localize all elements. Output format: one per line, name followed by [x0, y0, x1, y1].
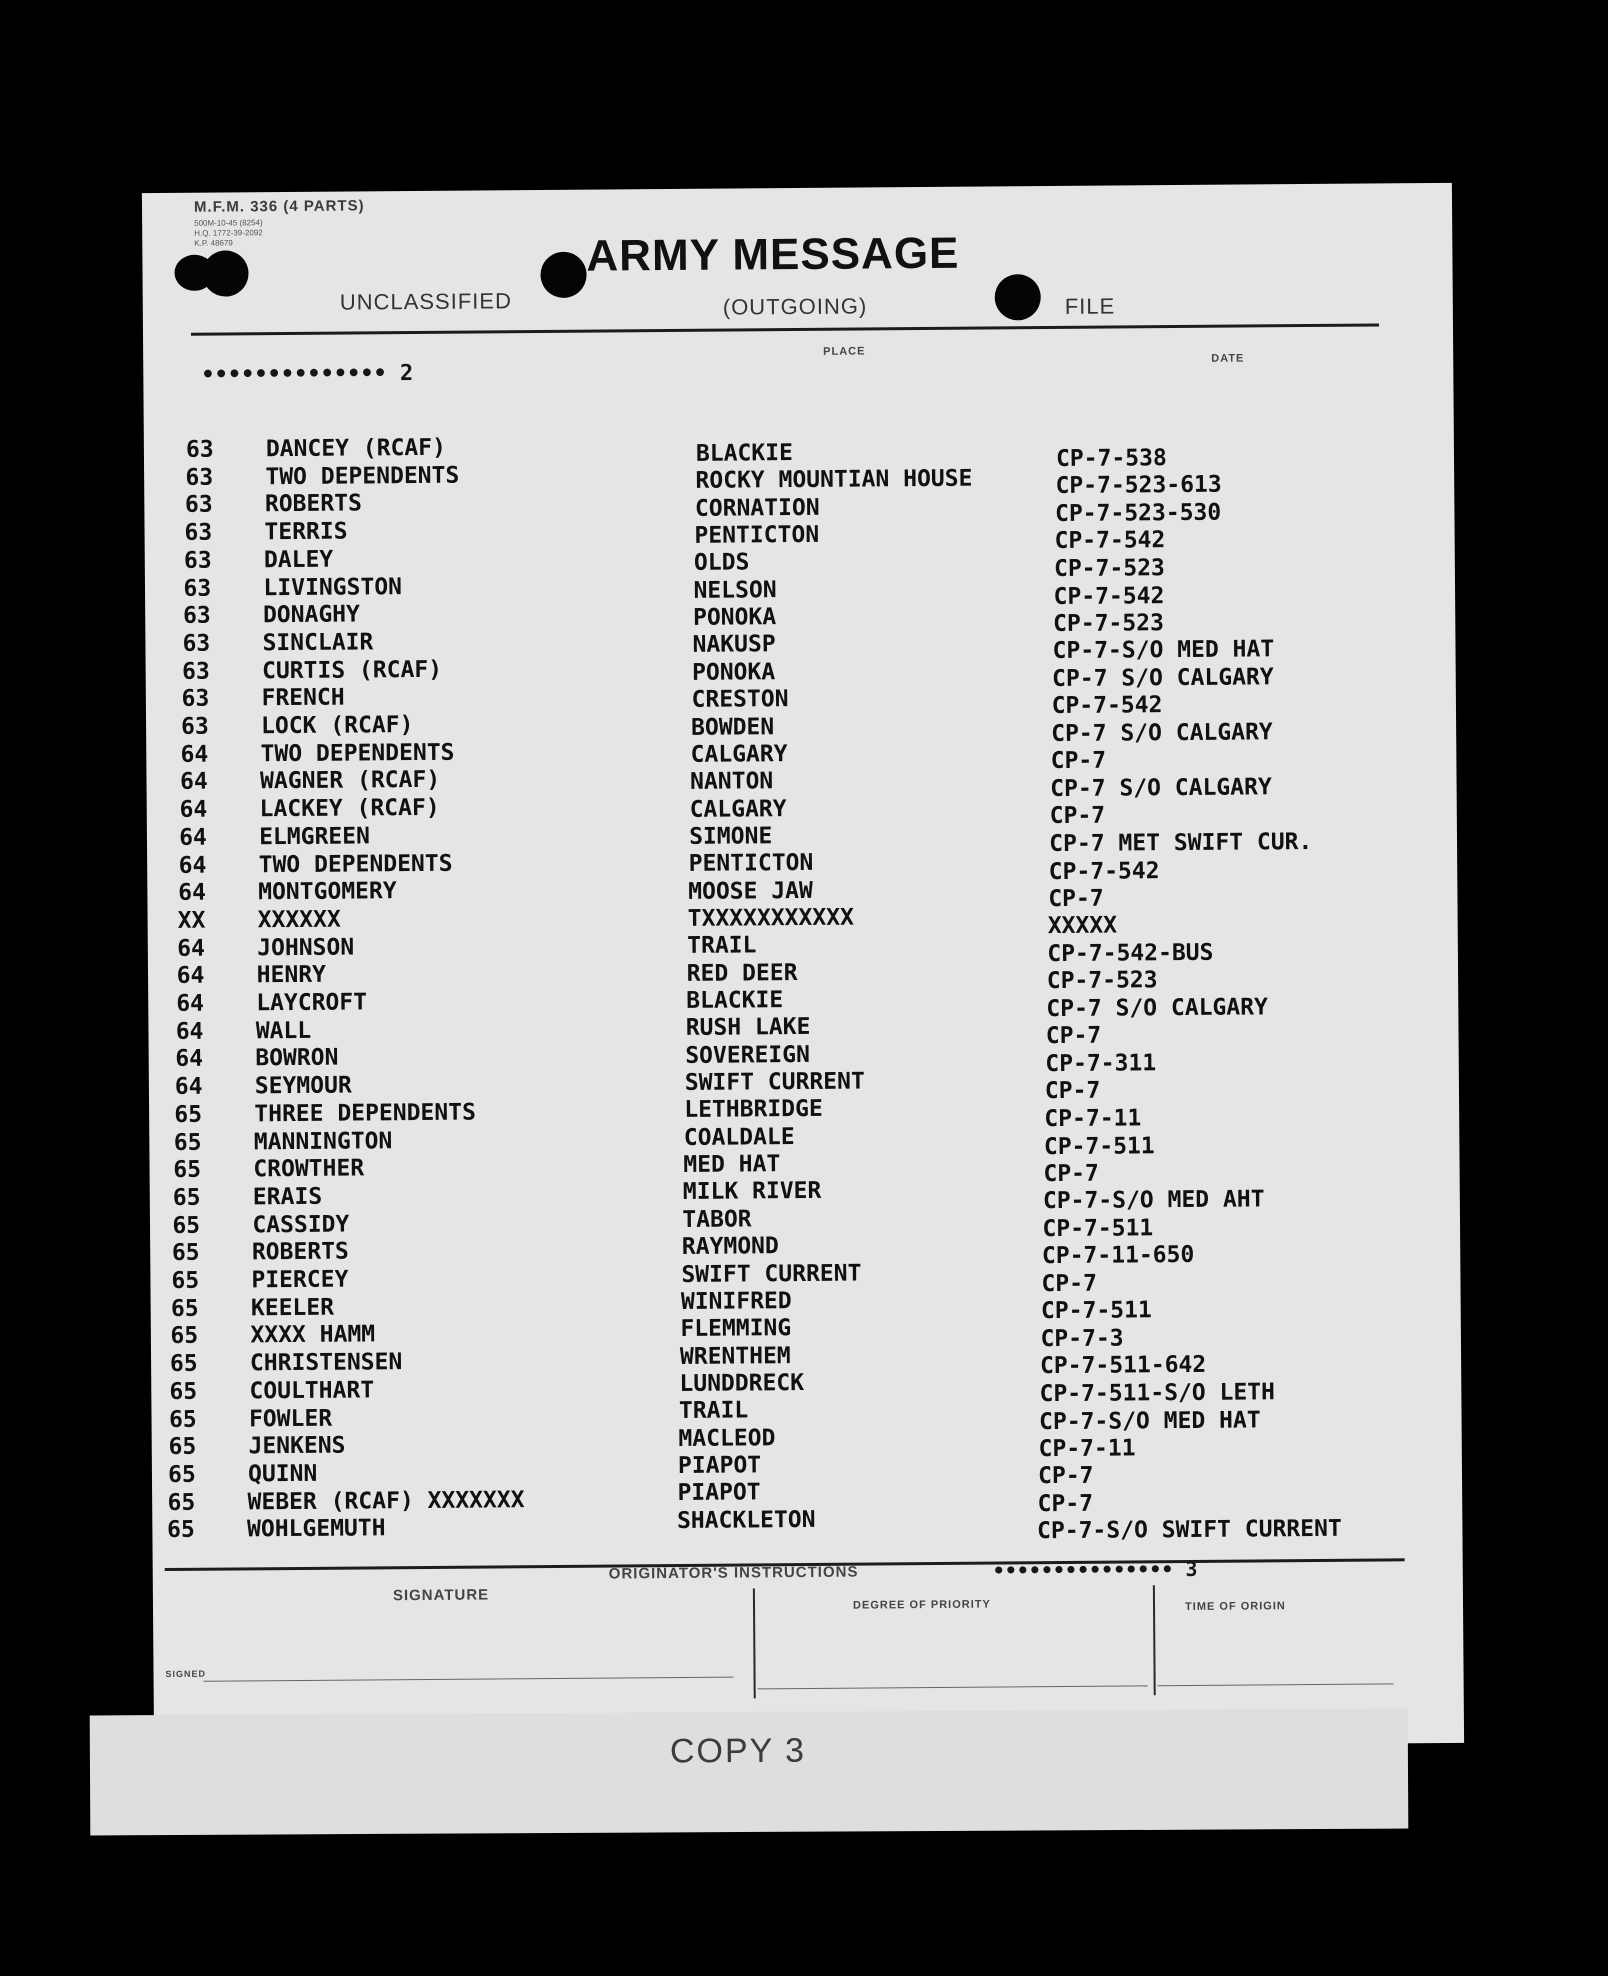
row-name: ROBERTS [251, 1238, 349, 1266]
row-code: CP-7 [1037, 1463, 1094, 1490]
row-code: CP-7 [1044, 1078, 1101, 1105]
row-number: 64 [176, 990, 205, 1017]
row-name: THREE DEPENDENTS [254, 1099, 476, 1128]
row-place: NANTON [690, 768, 774, 796]
row-place: COALDALE [683, 1123, 795, 1151]
row-place: SWIFT CURRENT [681, 1260, 862, 1288]
row-name: JENKENS [248, 1432, 346, 1460]
row-name: TWO DEPENDENTS [260, 739, 455, 767]
row-name: DANCEY (RCAF) [265, 434, 447, 463]
row-place: PIAPOT [677, 1479, 761, 1507]
row-name: KEELER [250, 1294, 335, 1322]
row-place: TRAIL [687, 932, 757, 960]
row-place: RED DEER [686, 959, 798, 987]
row-code: CP-7 [1050, 748, 1107, 775]
row-place: CRESTON [691, 686, 789, 714]
row-code: CP-7 [1037, 1490, 1094, 1518]
row-name: TWO DEPENDENTS [258, 850, 453, 878]
row-code: CP-7-511 [1043, 1132, 1155, 1160]
row-number: 63 [185, 436, 214, 463]
row-number: 65 [170, 1295, 199, 1322]
row-number: 64 [177, 935, 206, 962]
row-number: 64 [180, 769, 208, 796]
row-number: 65 [174, 1101, 203, 1128]
row-name: FRENCH [261, 684, 345, 712]
row-place: TABOR [682, 1206, 752, 1233]
row-place: MACLEOD [678, 1424, 776, 1452]
row-number: 65 [173, 1129, 202, 1156]
row-place: CALGARY [689, 795, 787, 823]
row-place: SOVEREIGN [685, 1041, 811, 1069]
row-name: CROWTHER [253, 1155, 365, 1183]
row-code: CP-7-523 [1046, 967, 1158, 995]
row-name: QUINN [247, 1460, 318, 1488]
row-place: BLACKIE [695, 440, 793, 467]
row-name: CASSIDY [252, 1211, 350, 1238]
page-title: ARMY MESSAGE [586, 228, 960, 281]
row-number: 63 [183, 547, 212, 574]
row-place: NAKUSP [692, 631, 776, 659]
classification: UNCLASSIFIED [339, 288, 513, 315]
row-code: XXXXX [1047, 913, 1118, 940]
header-rule [191, 323, 1379, 335]
form-code: M.F.M. 336 (4 PARTS) [193, 197, 365, 216]
punch-hole [995, 274, 1041, 320]
divider [753, 1588, 756, 1698]
row-code: CP-7-511-S/O LETH [1039, 1379, 1276, 1408]
row-name: WAGNER (RCAF) [260, 767, 441, 795]
file-label: FILE [1064, 293, 1116, 319]
row-place: LETHBRIDGE [684, 1096, 823, 1124]
form-sub-3: K.P. 48679 [194, 238, 233, 248]
row-code: CP-7-S/O SWIFT CURRENT [1037, 1516, 1342, 1545]
row-place: LUNDDRECK [679, 1369, 805, 1397]
row-code: CP-7-3 [1040, 1325, 1124, 1353]
row-number: 65 [168, 1406, 197, 1433]
form-sub-2: H.Q. 1772-39-2092 [194, 228, 263, 238]
row-number: 63 [185, 464, 214, 491]
row-code: CP-7-511 [1042, 1215, 1154, 1243]
row-place: BOWDEN [691, 713, 775, 741]
row-code: CP-7-523-613 [1055, 472, 1222, 500]
time-origin-label: TIME OF ORIGIN [1184, 1600, 1286, 1614]
row-number: 63 [184, 492, 213, 519]
divider [1153, 1585, 1156, 1695]
form-sub-1: 500M-10-45 (8254) [194, 218, 263, 228]
signed-label: SIGNED [165, 1668, 207, 1680]
row-name: XXXX HAMM [250, 1321, 376, 1349]
row-code: CP-7-523 [1053, 610, 1164, 638]
row-number: 65 [167, 1489, 196, 1516]
row-name: SEYMOUR [254, 1072, 352, 1100]
originator-label: ORIGINATOR'S INSTRUCTIONS [608, 1563, 859, 1583]
signature-line [204, 1677, 734, 1682]
row-number: 65 [169, 1378, 198, 1405]
row-name: COULTHART [249, 1377, 375, 1405]
row-code: CP-7-511-642 [1039, 1352, 1207, 1380]
row-place: PONOKA [692, 604, 777, 631]
row-number: 63 [181, 658, 210, 685]
row-code: CP-7-523 [1053, 555, 1165, 582]
row-code: CP-7 [1048, 885, 1104, 913]
row-place: WINIFRED [680, 1287, 792, 1315]
row-number: 63 [181, 685, 210, 713]
row-place: NELSON [693, 576, 777, 604]
row-place: BLACKIE [686, 987, 784, 1014]
row-place: SWIFT CURRENT [684, 1068, 865, 1096]
row-code: CP-7 S/O CALGARY [1051, 719, 1273, 748]
place-label: PLACE [823, 345, 866, 358]
row-number: 64 [178, 879, 206, 907]
row-number: 65 [172, 1184, 201, 1211]
row-code: CP-7-311 [1045, 1050, 1157, 1078]
row-name: DONAGHY [262, 601, 361, 629]
row-place: RAYMOND [681, 1233, 779, 1261]
row-code: CP-7-S/O MED AHT [1042, 1186, 1265, 1215]
row-place: PENTICTON [694, 521, 820, 549]
row-name: ERAIS [252, 1183, 323, 1211]
row-number: 63 [182, 602, 211, 630]
row-name: BOWRON [255, 1045, 339, 1072]
row-place: WRENTHEM [679, 1342, 791, 1370]
punch-hole [540, 252, 586, 298]
row-name: LOCK (RCAF) [260, 712, 414, 740]
row-name: MANNINGTON [253, 1127, 393, 1155]
row-place: RUSH LAKE [685, 1014, 811, 1042]
row-place: ROCKY MOUNTIAN HOUSE [695, 465, 973, 495]
row-name: JOHNSON [257, 934, 355, 961]
row-number: 65 [166, 1517, 195, 1544]
row-name: DALEY [263, 546, 334, 574]
row-code: CP-7 [1041, 1270, 1097, 1298]
copy-label: COPY 3 [669, 1731, 807, 1771]
row-place: PIAPOT [677, 1452, 762, 1479]
row-code: CP-7-542 [1048, 857, 1160, 885]
row-number: 64 [179, 824, 207, 851]
row-place: FLEMMING [680, 1315, 792, 1343]
row-place: SIMONE [689, 823, 773, 850]
row-code: CP-7 [1045, 1023, 1102, 1050]
row-code: CP-7-542-BUS [1047, 939, 1214, 968]
row-code: CP-7-S/O MED HAT [1052, 636, 1275, 665]
row-number: 64 [178, 852, 207, 879]
row-place: CORNATION [694, 494, 820, 522]
row-code: CP-7 [1049, 803, 1106, 830]
row-number: 63 [183, 575, 212, 602]
row-name: WOHLGEMUTH [246, 1515, 386, 1543]
row-place: MILK RIVER [682, 1178, 822, 1206]
copy-stub [90, 1709, 1409, 1836]
row-code: CP-7-11-650 [1041, 1242, 1195, 1270]
row-number: 64 [175, 1046, 204, 1073]
row-name: XXXXXX [257, 906, 341, 934]
message-form [142, 183, 1464, 1753]
row-code: CP-7-542 [1054, 527, 1166, 555]
row-place: OLDS [693, 549, 750, 577]
row-code: CP-7-511 [1040, 1297, 1152, 1325]
row-code: CP-7 [1043, 1160, 1099, 1188]
row-place: PENTICTON [688, 850, 814, 878]
direction-label: (OUTGOING) [722, 293, 868, 320]
row-code: CP-7-11 [1044, 1105, 1142, 1133]
row-number: 65 [172, 1212, 201, 1239]
date-label: DATE [1211, 352, 1245, 365]
punch-hole [202, 250, 248, 296]
row-number: 65 [168, 1433, 197, 1461]
row-name: ROBERTS [264, 490, 362, 518]
row-code: CP-7-538 [1055, 445, 1167, 472]
row-code: CP-7-11 [1038, 1435, 1136, 1463]
row-number: XX [177, 907, 206, 934]
row-name: CURTIS (RCAF) [261, 656, 443, 684]
row-name: FOWLER [248, 1405, 333, 1432]
row-name: LAYCROFT [256, 989, 368, 1017]
row-number: 64 [175, 1018, 204, 1045]
row-name: WEBER (RCAF) XXXXXXX [247, 1486, 525, 1515]
row-number: 63 [184, 519, 213, 546]
row-place: TRAIL [678, 1397, 749, 1425]
row-number: 65 [171, 1240, 200, 1267]
row-code: CP-7 MET SWIFT CUR. [1049, 828, 1313, 858]
row-code: CP-7-523-530 [1054, 499, 1222, 527]
row-place: CALGARY [690, 740, 788, 768]
row-place: PONOKA [691, 658, 776, 686]
row-number: 65 [173, 1156, 202, 1184]
page-marker-bottom: ••••••••••••••• 3 [992, 1556, 1198, 1583]
time-line [1158, 1683, 1394, 1686]
row-number: 64 [176, 962, 205, 990]
row-code: CP-7-S/O MED HAT [1038, 1406, 1261, 1435]
row-number: 64 [179, 796, 208, 823]
row-name: LIVINGSTON [263, 573, 403, 601]
row-name: ELMGREEN [259, 823, 371, 851]
row-place: SHACKLETON [676, 1506, 816, 1534]
row-number: 65 [171, 1267, 200, 1294]
row-name: MONTGOMERY [258, 878, 397, 906]
row-code: CP-7-542 [1053, 582, 1165, 610]
row-number: 64 [180, 741, 209, 768]
row-place: MED HAT [683, 1151, 781, 1179]
row-code: CP-7 S/O CALGARY [1046, 994, 1268, 1023]
row-place: TXXXXXXXXXXX [687, 904, 854, 932]
page-marker-top: •••••••••••••• 2 [201, 361, 414, 388]
row-number: 65 [170, 1323, 199, 1350]
row-name: LACKEY (RCAF) [259, 794, 440, 823]
row-code: CP-7 S/O CALGARY [1050, 774, 1272, 803]
signature-label: SIGNATURE [392, 1586, 490, 1605]
row-number: 63 [182, 630, 211, 657]
row-name: TWO DEPENDENTS [265, 462, 460, 490]
priority-line [758, 1685, 1148, 1689]
row-name: PIERCEY [251, 1266, 349, 1294]
row-number: 65 [167, 1461, 196, 1488]
row-place: MOOSE JAW [688, 877, 813, 905]
row-name: WALL [255, 1017, 312, 1044]
row-name: CHRISTENSEN [249, 1349, 403, 1377]
row-code: CP-7-542 [1051, 692, 1163, 720]
row-name: HENRY [256, 962, 327, 989]
row-name: TERRIS [264, 518, 348, 546]
row-name: SINCLAIR [262, 629, 374, 657]
priority-label: DEGREE OF PRIORITY [852, 1598, 991, 1612]
row-code: CP-7 S/O CALGARY [1052, 664, 1274, 693]
row-number: 64 [174, 1073, 203, 1101]
row-number: 63 [180, 713, 209, 740]
row-number: 65 [169, 1350, 198, 1378]
